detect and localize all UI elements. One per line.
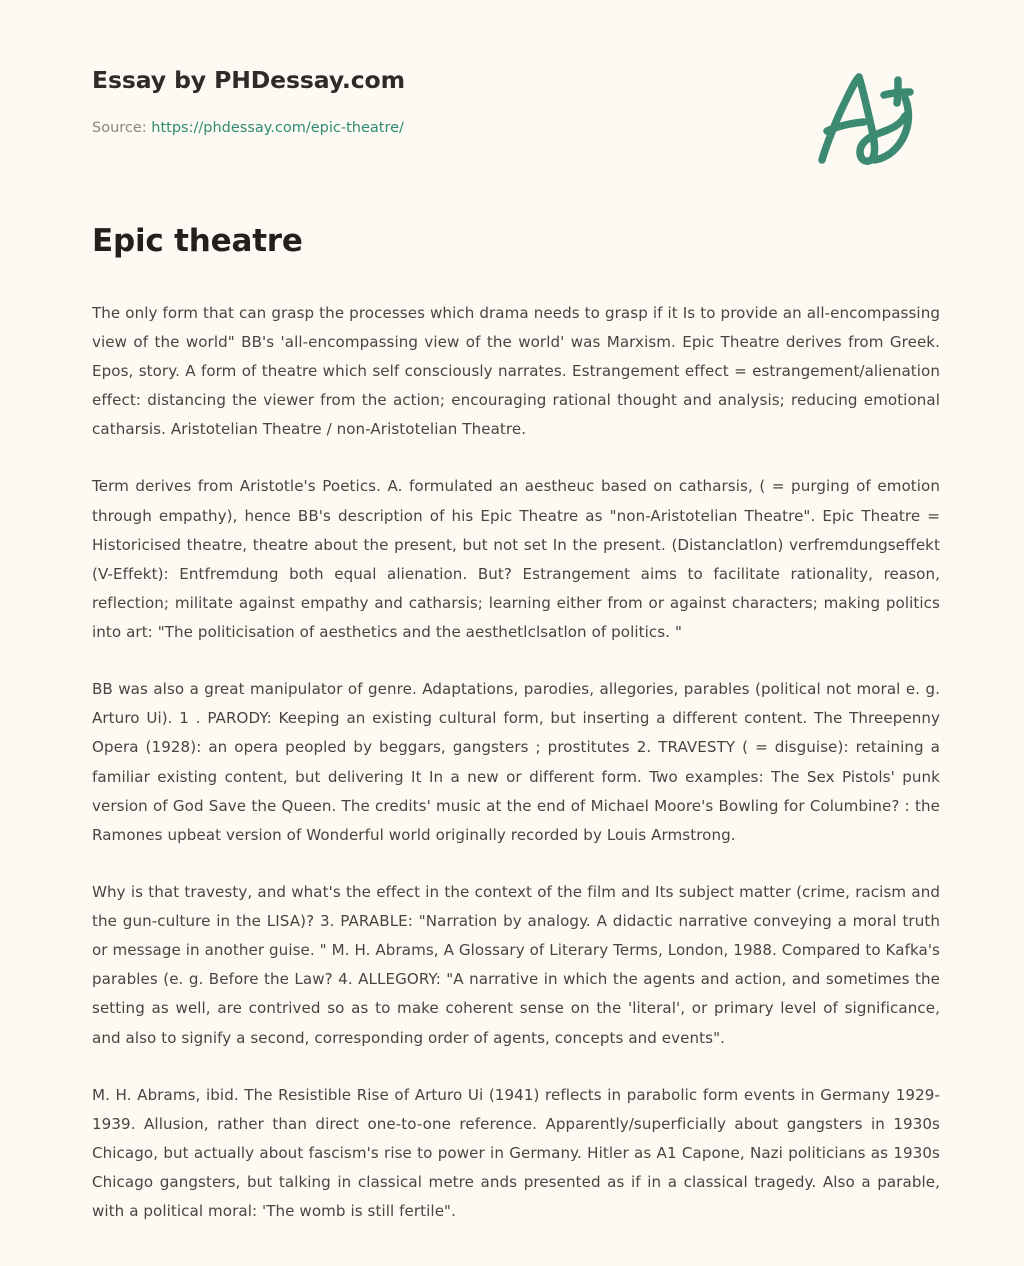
essay-paragraph: BB was also a great manipulator of genre. Adaptations, parodies, allegories, parables (political not moral e. g. Arturo Ui). 1 . PARODY: Keeping an existing cultural form, but inserting a different content. The Threepenny Opera (1928): an opera peopled by beggars, gangsters ; prostitutes 2. TRAVESTY ( = disguise): retaining a familiar existing content, but delivering It In a new or different form. Two examples: The Sex Pistols' punk version of God Save the Queen. The credits' music at the end of Michael Moore's Bowling for Columbine? : the Ramones upbeat version of Wonderful world originally recorded by Louis Armstrong. xyxy=(92,680,940,844)
page-title: Epic theatre xyxy=(92,223,303,259)
source-label: Source: xyxy=(92,120,147,137)
a-plus-grade-icon xyxy=(810,68,922,166)
essay-paragraph: Term derives from Aristotle's Poetics. A. formulated an aestheuc based on catharsis, ( = purging of emotion through empathy), hence BB's description of his Epic Theatre as "non-Aristotelian Theatre". Epic Theatre = Historicised theatre, theatre about the present, but not set In the present. (Distanclatlon) verfremdungseffekt (V-Effekt): Entfremdung both equal alienation. But? Estrangement aims to facilitate rationality, reason, reflection; militate against empathy and catharsis; learning either from or against characters; making politics into art: "The politicisation of aesthetics and the aesthetlclsatlon of politics. " xyxy=(92,477,940,641)
header-text-block xyxy=(92,66,405,138)
essay-body xyxy=(0,261,1024,1266)
source-url-link[interactable]: https://phdessay.com/epic-theatre/ xyxy=(151,120,404,137)
page-header xyxy=(0,0,1024,166)
essay-paragraph: Why is that travesty, and what's the effect in the context of the film and Its subject matter (crime, racism and the gun-culture in the LISA)? 3. PARABLE: "Narration by analogy. A didactic narrative conveying a moral truth or message in another guise. " M. H. Abrams, A Glossary of Literary Terms, London, 1988. Compared to Kafka's parables (e. g. Before the Law? 4. ALLEGORY: "A narrative in which the agents and action, and sometimes the setting as well, are contrived so as to make coherent sense on the 'literal', or primary level of significance, and also to signify a second, corresponding order of agents, concepts and events". xyxy=(92,882,940,1047)
essay-paragraph: M. H. Abrams, ibid. The Resistible Rise of Arturo Ui (1941) reflects in parabolic form events in Germany 1929-1939. Allusion, rather than direct one-to-one reference. Apparently/superficially about gangsters in 1930s Chicago, but actually about fascism's rise to power in Germany. Hitler as A1 Capone, Nazi politicians as 1930s Chicago gangsters, but talking in classical metre ands presented as if in a classical tragedy. Also a parable, with a political moral: 'The womb is still fertile". xyxy=(92,1085,940,1221)
essay-paragraph: The only form that can grasp the processes which drama needs to grasp if it Is to provide an all-encompassing view of the world" BB's 'all-encompassing view of the world' was Marxism. Epic Theatre derives from Greek. Epos, story. A form of theatre which self consciously narrates. Estrangement effect = estrangement/alienation effect: distancing the viewer from the action; encouraging rational thought and analysis; reducing emotional catharsis. Aristotelian Theatre / non-Aristotelian Theatre. xyxy=(92,303,940,439)
source-line xyxy=(92,120,405,137)
brand-byline: Essay by PHDessay.com xyxy=(92,66,405,94)
